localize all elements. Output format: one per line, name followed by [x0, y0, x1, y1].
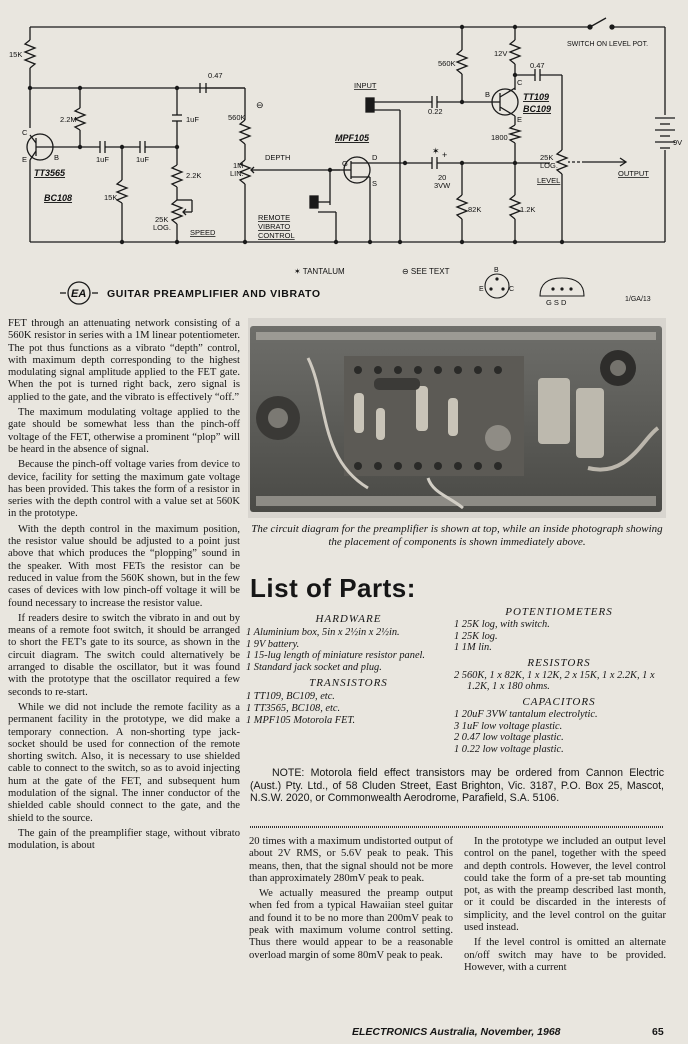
parts-item: 1 MPF105 Motorola FET. [246, 714, 356, 726]
pin-b2: B [494, 267, 499, 274]
parts-item: 1 Aluminium box, 5in x 2½in x 2½in. [246, 627, 400, 638]
label-see-text-mark: ⊖ [256, 100, 264, 110]
label-tant-mark: ✶ [432, 146, 440, 156]
pin-c1: C [517, 78, 523, 87]
legend-tantalum: ✶ TANTALUM [294, 267, 345, 276]
paragraph: FET through an attenuating network consisting of a 560K resistor in series with a 1M linear potentiometer. The pot thus functions as a vibrato “depth” control, with maximum depth corresponding to the highest modulating signal amplitude applied to the FET gate. When the pot is turned right back, zero signal is applied to the gate, and the vibrato is effectively “off.” [8, 318, 240, 403]
legend-see-text: ⊖ SEE TEXT [402, 267, 450, 276]
label-r15k-top: 15K [9, 50, 23, 59]
label-pot25k-a: 25K [155, 215, 169, 224]
label-speed: SPEED [190, 228, 216, 237]
parts-item: 1 TT109, BC109, etc. [246, 691, 335, 703]
label-c1uf-c: 1uF [136, 155, 149, 164]
left-column [8, 318, 240, 1018]
label-remote3: CONTROL [258, 231, 295, 240]
parts-item: 1 0.22 low voltage plastic. [454, 743, 564, 755]
pin-g: G [342, 159, 348, 168]
parts-item: 1 1M lin. [454, 642, 492, 654]
paragraph: While we did not include the remote facility as a permanent facility in the prototype, we did make a temporary connection. A non-shorting type jack-socket should be used for connection of the remote shorting switch. Also, it is necessary to use shielded cable to connect to the switch, so as to avoid injecting hum at the gate of the FET, and subsequent hum modulation of the signal. The inner conductor of the shielded cable should connect to the gate, and the shield to the source. [8, 701, 240, 824]
parts-item: 3 1uF low voltage plastic. [454, 720, 563, 732]
parts-title: List of Parts: [250, 573, 416, 603]
label-pot25k-b2: LOG. [540, 161, 558, 170]
label-c047-b: 0.47 [530, 61, 545, 70]
parts-item: 1 TT3565, BC108, etc. [246, 702, 341, 714]
label-level: LEVEL [537, 176, 561, 185]
capacitors-heading: CAPACITORS [522, 695, 596, 708]
label-r2k2: 2.2K [186, 171, 202, 180]
label-q2-name: TT109 [523, 92, 550, 102]
label-v12: 12V [494, 49, 508, 58]
footer-magazine: ELECTRONICS Australia, November, 1968 [352, 1026, 561, 1038]
label-pot1m: 1M [233, 161, 244, 170]
parts-item: 1 Standard jack socket and plug. [246, 661, 382, 673]
paragraph: The maximum modulating voltage applied to the gate should be somewhat less than the pinch-off voltage of the FET, otherwise a prominent “plop” will be heard in the absence of signal. [8, 407, 240, 455]
divider-rule [250, 826, 664, 828]
paragraph: The gain of the preamplifier stage, without vibrato modulation, is about [8, 827, 240, 852]
label-r1800: 1800 [491, 133, 508, 142]
chassis-photo [248, 318, 666, 518]
label-remote2: VIBRATO [258, 222, 291, 231]
pin-c2: C [509, 286, 515, 293]
pots-heading: POTENTIOMETERS [505, 606, 613, 618]
parts-note: NOTE: Motorola field effect transistors may be ordered from Cannon Electric (Aust.) Pty. Ltd., of 58 Cluden Street, East Brighton, Vic. 3187, P.O. Box 25, Mascot, N.S.W. 2020, or Commonwealth Aerodrome, Parafield, S.A. 5106. [250, 767, 664, 804]
paragraph: 20 times with a maximum undistorted output of about 2V RMS, or 5.6V peak to peak. This means, then, that the signal should not be more than approximately 280mV peak to peak. [249, 836, 453, 884]
label-depth: DEPTH [265, 153, 291, 162]
label-r15k-mid: 15K [104, 193, 118, 202]
page-number: 65 [652, 1026, 664, 1038]
label-pot1m2: LIN. [230, 169, 244, 178]
resistors-heading: RESISTORS [527, 656, 591, 669]
label-c047-a: 0.47 [208, 71, 223, 80]
pin-plus: + [442, 150, 448, 160]
pin-e1: E [517, 115, 523, 124]
label-q1-name: TT3565 [34, 168, 66, 178]
photo-caption: The circuit diagram for the preamplifier is shown at top, while an inside photograph showing the placement of components is shown immediately above. [251, 523, 663, 548]
label-input: INPUT [354, 81, 377, 90]
pin-e: E [22, 155, 28, 164]
pin-d: D [372, 153, 378, 162]
pin-s: S [372, 179, 378, 188]
label-q1-alt: BC108 [44, 193, 73, 203]
label-c022: 0.22 [428, 107, 443, 116]
figure-title: GUITAR PREAMPLIFIER AND VIBRATO [107, 288, 321, 300]
label-q3-name: MPF105 [335, 133, 370, 143]
label-c20uf2: 3VW [434, 181, 451, 190]
paragraph: We actually measured the preamp output when fed from a typical Hawaiian steel guitar and found it to be no more than 200mV peak to peak with maximum volume control setting. Thus there would appear to be a reasonable overload margin of some 80mV peak to peak. [249, 888, 453, 961]
parts-right [454, 606, 664, 755]
label-gsd: G S D [546, 298, 567, 307]
parts-item: 1 9V battery. [246, 638, 300, 650]
label-r560k-b: 560K [438, 59, 456, 68]
label-c1uf-a: 1uF [186, 115, 199, 124]
pin-c: C [22, 128, 28, 137]
label-switch: SWITCH ON LEVEL POT. [567, 41, 649, 48]
circuit-diagram [0, 0, 688, 310]
paragraph: In the prototype we included an output level control on the panel, together with the speed and depth controls. However, the level control could take the form of a pre-set tab mounting pot, as with the preamp described last month, or it could be discarded in the interests of simplicity, and the level control on the guitar used instead. [464, 836, 666, 934]
paragraph: Because the pinch-off voltage varies from device to device, facility for setting the maximum gate voltage has been provided. This takes the form of a resistor in series with the depth control with a value set at 560K in the prototype. [8, 459, 240, 520]
paragraph: If the level control is omitted an alternate on/off switch may have to be provided. However, with a current [464, 937, 666, 973]
ea-logo: EA [71, 288, 87, 300]
pin-b: B [54, 153, 60, 162]
label-q2-alt: BC109 [523, 104, 552, 114]
label-c1uf-b: 1uF [96, 155, 109, 164]
label-pot25k-a2: LOG. [153, 223, 171, 232]
label-c20uf: 20 [438, 173, 447, 182]
parts-item: 2 560K, 1 x 82K, 1 x 12K, 2 x 15K, 1 x 2.2K, 1 x 1.2K, 1 x 180 ohms. [454, 669, 655, 693]
label-r1k2: 1.2K [520, 205, 536, 214]
label-r560k-a: 560K [228, 113, 246, 122]
parts-item: 1 15-lug length of miniature resistor panel. [246, 650, 426, 662]
paragraph: If readers desire to switch the vibrato in and out by means of a remote foot switch, it should be arranged to short the FET's gate to its source, as shown in the circuit diagram. The switch could alternatively be arranged to disable the oscillator, but it was found with the prototype that the oscillator required a few seconds to re-start. [8, 612, 240, 698]
label-v9: 9V [673, 138, 683, 147]
right-column [464, 836, 666, 1006]
transistors-heading: TRANSISTORS [309, 677, 388, 690]
parts-item: 1 25K log, with switch. [454, 619, 550, 630]
pin-e2: E [479, 286, 484, 293]
parts-item: 1 20uF 3VW tantalum electrolytic. [454, 708, 598, 720]
label-r82k: 82K [468, 205, 482, 214]
label-r2m2: 2.2M [60, 115, 77, 124]
parts-item: 2 0.47 low voltage plastic. [454, 732, 564, 744]
label-output: OUTPUT [618, 169, 649, 178]
parts-left [246, 613, 451, 726]
paragraph: With the depth control in the maximum position, the resistor value should be adjusted to a point just above that which produces the “plopping” sound in the speaker. With most FETs the resistor can be reduced in value from the 560K shown, but in the few cases of devices with low pinch-off voltage it will be found necessary to increase the resistor value. [8, 523, 240, 609]
hardware-heading: HARDWARE [315, 613, 382, 625]
middle-column [249, 836, 453, 1006]
label-pot25k-b: 25K [540, 153, 554, 162]
label-remote1: REMOTE [258, 213, 291, 222]
parts-item: 1 25K log. [454, 630, 498, 642]
figure-ref: 1/GA/13 [625, 296, 651, 303]
pin-b1: B [485, 90, 491, 99]
